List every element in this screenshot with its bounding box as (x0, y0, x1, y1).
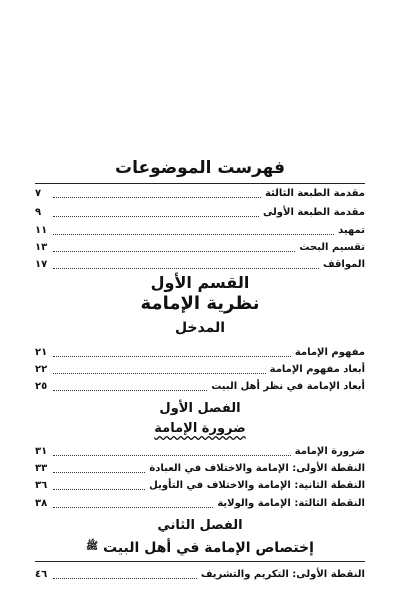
toc-entry[interactable] (35, 345, 365, 361)
toc-entry-page: ١١ (35, 225, 48, 236)
toc-entry[interactable] (35, 205, 365, 221)
toc-entry[interactable] (35, 186, 365, 202)
toc-entry-page: ٤٦ (35, 569, 48, 580)
leader-dots (53, 215, 259, 217)
leader-dots (53, 488, 145, 490)
leader-dots (53, 372, 266, 374)
toc-entry[interactable] (35, 478, 365, 494)
toc-entry-label: تمهيد (338, 225, 365, 236)
toc-entry-label: النقطة الثانية: الإمامة والاختلاف في التأويل (149, 480, 365, 491)
toc-entry-label: أبعاد الإمامة في نظر أهل البيت (211, 381, 365, 392)
toc-entry-label: مقدمة الطبعة الأولى (262, 207, 365, 218)
leader-dots (53, 233, 334, 235)
toc-entry-page: ١٧ (35, 259, 48, 270)
toc-entry-page: ٧ (35, 188, 42, 199)
leader-dots (53, 389, 207, 391)
part-subheading: نظرية الإمامة (140, 293, 260, 314)
toc-entry-page: ٩ (35, 207, 42, 218)
toc-entry-label: تقسيم البحث (299, 242, 365, 253)
toc-entry[interactable] (35, 257, 365, 273)
toc-entry-label: مقدمة الطبعة الثالثة (264, 188, 365, 199)
toc-entry-page: ٢١ (35, 347, 48, 358)
toc-entry-page: ٣٣ (35, 463, 48, 474)
toc-entry-page: ١٣ (35, 242, 48, 253)
leader-dots (53, 267, 319, 269)
part-heading: القسم الأول (150, 273, 250, 292)
page-title: فهرست الموضوعات (115, 158, 285, 178)
toc-entry[interactable] (35, 379, 365, 395)
toc-entry-label: ضرورة الإمامة (294, 446, 365, 457)
toc-entry[interactable] (35, 567, 365, 583)
leader-dots (53, 577, 197, 579)
honorific-mark: ﷺ (86, 541, 99, 552)
section-rule (35, 561, 365, 562)
toc-entry[interactable] (35, 496, 365, 512)
leader-dots (53, 506, 213, 508)
toc-entry-page: ٢٥ (35, 381, 48, 392)
toc-entry-label: النقطة الأولى: التكريم والتشريف (200, 569, 365, 580)
toc-entry-label: المواقف (322, 259, 365, 270)
leader-dots (53, 250, 295, 252)
toc-entry-page: ٢٢ (35, 364, 48, 375)
toc-entry-page: ٣١ (35, 446, 48, 457)
toc-entry[interactable] (35, 223, 365, 239)
leader-dots (53, 196, 261, 198)
toc-entry-page: ٣٦ (35, 480, 48, 491)
chapter-subheading: ضرورة الإمامة (154, 421, 246, 436)
title-rule (35, 183, 365, 184)
intro-heading: المدخل (174, 320, 226, 336)
toc-entry[interactable] (35, 444, 365, 460)
toc-entry[interactable] (35, 240, 365, 256)
toc-entry-label: مفهوم الإمامة (294, 347, 365, 358)
chapter-subheading-text: إختصاص الإمامة في أهل البيت (103, 540, 314, 556)
leader-dots (53, 471, 145, 473)
chapter-heading: الفصل الأول (159, 401, 241, 416)
toc-entry[interactable] (35, 362, 365, 378)
leader-dots (53, 454, 291, 456)
toc-entry-label: النقطة الثالثة: الإمامة والولاية (217, 498, 365, 509)
chapter-subheading (0, 540, 400, 556)
chapter-heading: الفصل الثاني (157, 518, 243, 533)
leader-dots (53, 355, 291, 357)
toc-entry-label: النقطة الأولى: الإمامة والاختلاف في العبادة (149, 463, 365, 474)
toc-entry-label: أبعاد مفهوم الإمامة (269, 364, 365, 375)
toc-entry-page: ٣٨ (35, 498, 48, 509)
toc-entry[interactable] (35, 461, 365, 477)
